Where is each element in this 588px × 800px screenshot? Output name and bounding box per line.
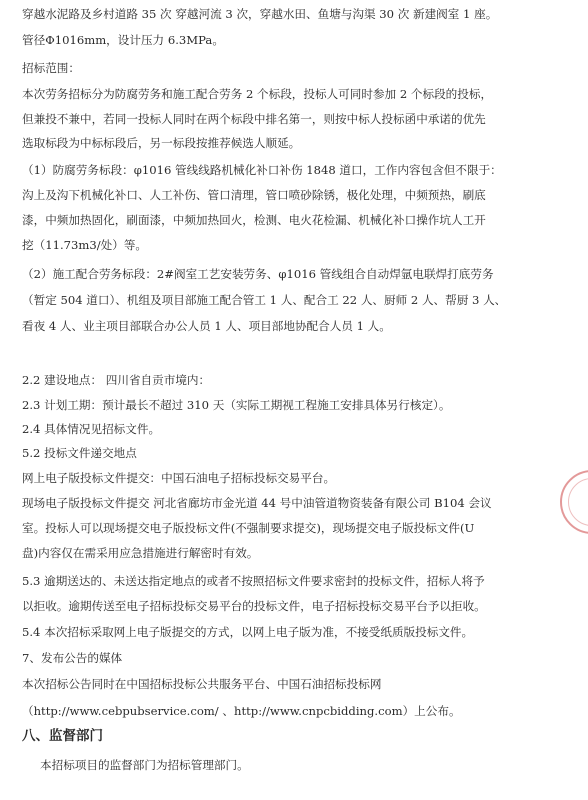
text-line: （http://www.cebpubservice.com/ 、http://www.cnpcbidding.com）上公布。 [22,704,461,718]
text-line: 本次劳务招标分为防腐劳务和施工配合劳务 2 个标段，投标人可同时参加 2 个标段的投标， [22,87,493,101]
text-line: 2.3 计划工期：预计最长不超过 310 天（实际工期视工程施工安排具体另行核定）。 [22,398,451,412]
text-line: 5.4 本次招标采取网上电子版提交的方式，以网上电子版为准，不接受纸质版投标文件。 [22,625,474,639]
text-line: 5.3 逾期送达的、未送达指定地点的或者不按照招标文件要求密封的投标文件，招标人将予 [22,574,485,588]
text-line: （2）施工配合劳务标段：2#阀室工艺安装劳务、φ1016 管线组合自动焊氩电联焊打底劳务 [22,267,494,281]
text-line: 现场电子版投标文件提交 河北省廊坊市金光道 44 号中油管道物资装备有限公司 B104 会议 [22,496,492,510]
text-line: 2.2 建设地点： 四川省自贡市境内： [22,373,211,387]
text-line: 但兼投不兼中，若同一投标人同时在两个标段中排名第一，则按中标人投标函中承诺的优先 [22,112,486,126]
text-line: 本招标项目的监督部门为招标管理部门。 [40,758,249,772]
text-line: 管径Φ1016mm，设计压力 6.3MPa。 [22,33,224,47]
section-heading-media: 7、发布公告的媒体 [22,651,123,665]
text-line: 网上电子版投标文件提交：中国石油电子招标投标交易平台。 [22,471,336,485]
seal-inner-ring [568,478,588,526]
text-line: 5.2 投标文件递交地点 [22,446,137,460]
text-line: 以拒收。逾期传送至电子招标投标交易平台的投标文件，电子招标投标交易平台予以拒收。 [22,599,486,613]
text-line: 沟上及沟下机械化补口、人工补伤、管口清理，管口喷砂除锈，极化处理，中频预热，刷底 [22,188,486,202]
section-label-scope: 招标范围： [22,61,80,75]
text-line: 本次招标公告同时在中国招标投标公共服务平台、中国石油招标投标网 [22,677,382,691]
text-line: 看夜 4 人、业主项目部联合办公人员 1 人、项目部地协配合人员 1 人。 [22,319,391,333]
text-line: 2.4 具体情况见招标文件。 [22,422,161,436]
text-line: 穿越水泥路及乡村道路 35 次 穿越河流 3 次，穿越水田、鱼塘与沟渠 30 次 新建阀室 1 座。 [22,7,498,21]
text-line: 盘)内容仅在需采用应急措施进行解密时有效。 [22,546,259,560]
text-line: 漆，中频加热固化，刷面漆，中频加热回火，检测、电火花检漏、机械化补口操作坑人工开 [22,213,486,227]
text-line: （暂定 504 道口）、机组及项目部施工配合管工 1 人、配合工 22 人、厨师 2 人、帮厨 3 人、 [22,293,507,307]
text-line: （1）防腐劳务标段：φ1016 管线线路机械化补口补伤 1848 道口，工作内容包含但不限于： [22,163,502,177]
text-line: 选取标段为中标标段后，另一标段按推荐候选人顺延。 [22,136,301,150]
section-heading-supervision: 八、监督部门 [22,728,103,744]
text-line: 挖（11.73m3/处）等。 [22,238,148,252]
text-line: 室。投标人可以现场提交电子版投标文件(不强制要求提交)，现场提交电子版投标文件(U [22,521,475,535]
